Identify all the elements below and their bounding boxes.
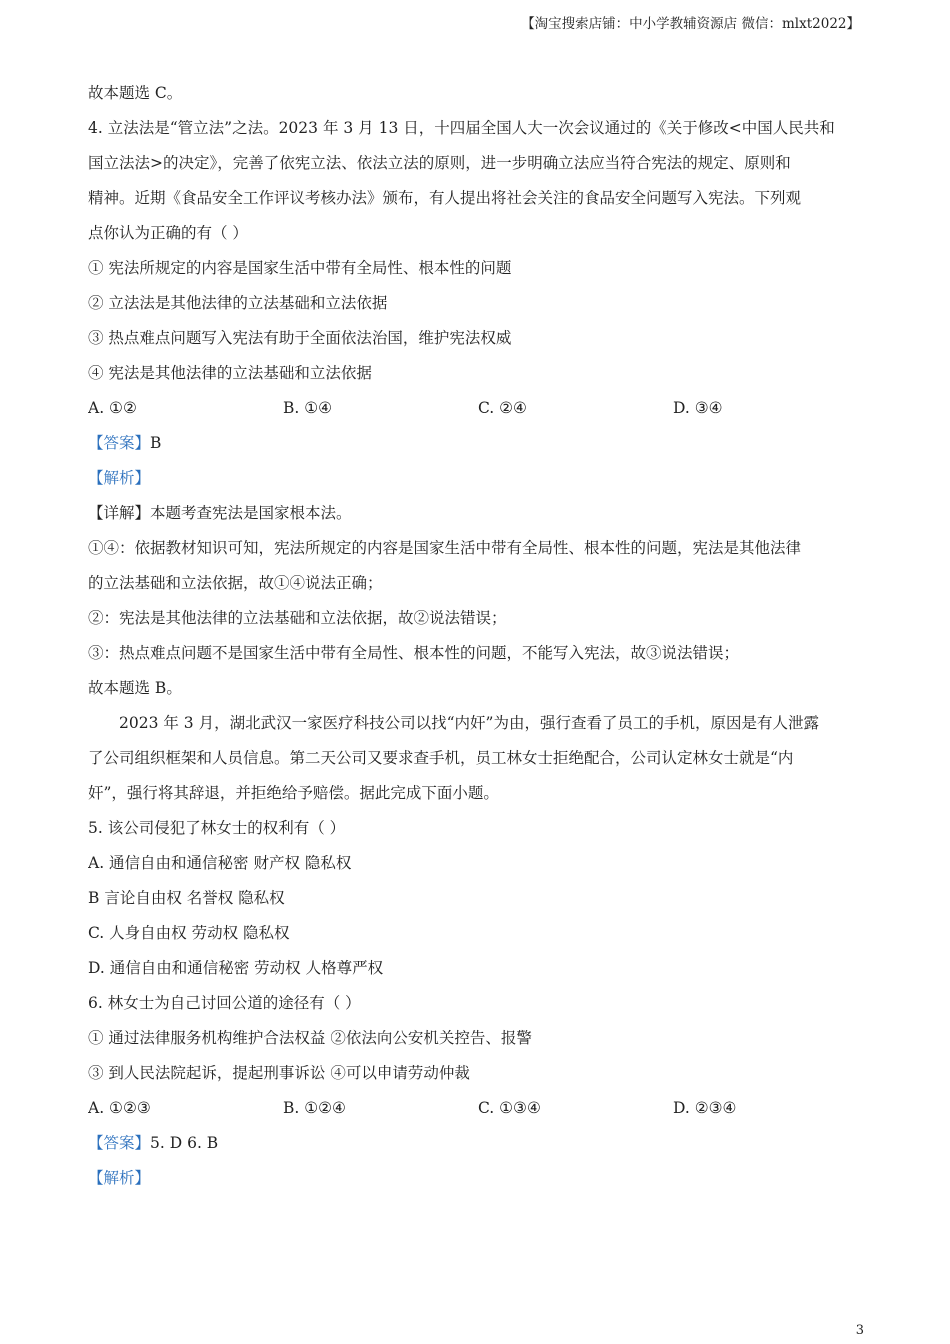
detail-text: 本题考查宪法是国家根本法。 (150, 504, 352, 522)
q4-stem-line-2: 国立法法>的决定》，完善了依宪立法、依法立法的原则，进一步明确立法应当符合宪法的规定、原则和 (88, 154, 791, 172)
q4-statement-3: ③ 热点难点问题写入宪法有助于全面依法治国，维护宪法权威 (88, 329, 512, 347)
q5-6-analysis (88, 1161, 868, 1196)
q5-option-a: A. 通信自由和通信秘密 财产权 隐私权 (88, 854, 352, 872)
q4-option-c: C. ②④ (478, 399, 527, 417)
q5-option-d: D. 通信自由和通信秘密 劳动权 人格尊严权 (88, 959, 384, 977)
q4-explanation-1-line-2: 的立法基础和立法依据，故①④说法正确； (88, 574, 383, 592)
q6-options (88, 1091, 868, 1126)
q5-stem: 5. 该公司侵犯了林女士的权利有（ ） (88, 819, 346, 837)
q4-explanation-2: ②：宪法是其他法律的立法基础和立法依据，故②说法错误； (88, 609, 507, 627)
answer-label: 【答案】 (88, 434, 151, 452)
q4-option-d: D. ③④ (673, 399, 723, 417)
q4-options (88, 391, 868, 426)
q4-statement-1: ① 宪法所规定的内容是国家生活中带有全局性、根本性的问题 (88, 259, 512, 277)
prev-conclusion: 故本题选 C。 (88, 84, 183, 102)
q4-answer (88, 426, 868, 461)
analysis-label: 【解析】 (88, 469, 151, 487)
material-line-3: 奸”，强行将其辞退，并拒绝给予赔偿。据此完成下面小题。 (88, 784, 499, 802)
material-line-1: 2023 年 3 月，湖北武汉一家医疗科技公司以找“内奸”为由，强行查看了员工的手机，原因是有人泄露 (119, 714, 819, 732)
q6-option-b: B. ①②④ (283, 1099, 346, 1117)
q4-analysis (88, 461, 868, 496)
q6-statements-line-1: ① 通过法律服务机构维护合法权益 ②依法向公安机关控告、报警 (88, 1029, 532, 1047)
q5-option-b: B 言论自由权 名誉权 隐私权 (88, 889, 285, 907)
q5-option-c: C. 人身自由权 劳动权 隐私权 (88, 924, 290, 942)
q4-stem-line-4: 点你认为正确的有（ ） (88, 224, 248, 242)
answer-label: 【答案】 (88, 1134, 151, 1152)
q6-statements-line-2: ③ 到人民法院起诉，提起刑事诉讼 ④可以申请劳动仲裁 (88, 1064, 470, 1082)
q4-statement-4: ④ 宪法是其他法律的立法基础和立法依据 (88, 364, 372, 382)
q4-stem-line-1: 4. 立法法是“管立法”之法。2023 年 3 月 13 日，十四届全国人大一次会议通过的《关于修改<中国人民共和 (88, 119, 835, 137)
q4-detail (88, 496, 868, 531)
analysis-label: 【解析】 (88, 1169, 151, 1187)
answer-value: B (150, 434, 162, 452)
q5-6-answer (88, 1126, 868, 1161)
q4-stem-line-3: 精神。近期《食品安全工作评议考核办法》颁布，有人提出将社会关注的食品安全问题写入宪法。下列观 (88, 189, 802, 207)
page-number: 3 (855, 1323, 864, 1338)
q4-conclusion: 故本题选 B。 (88, 679, 182, 697)
detail-label: 【详解】 (88, 504, 151, 522)
q6-option-c: C. ①③④ (478, 1099, 541, 1117)
q6-option-a: A. ①②③ (88, 1099, 151, 1117)
q4-option-b: B. ①④ (283, 399, 333, 417)
material-line-2: 了公司组织框架和人员信息。第二天公司又要求查手机，员工林女士拒绝配合，公司认定林女士就是“内 (88, 749, 794, 767)
q4-explanation-3: ③：热点难点问题不是国家生活中带有全局性、根本性的问题，不能写入宪法，故③说法错误； (88, 644, 740, 662)
page-header: 【淘宝搜索店铺：中小学教辅资源店 微信：mlxt2022】 (521, 16, 860, 32)
q4-option-a: A. ①② (88, 399, 137, 417)
answer-value: 5. D 6. B (150, 1134, 219, 1152)
q4-statement-2: ② 立法法是其他法律的立法基础和立法依据 (88, 294, 388, 312)
document-body (88, 76, 868, 1196)
q6-stem: 6. 林女士为自己讨回公道的途径有（ ） (88, 994, 361, 1012)
q4-explanation-1-line-1: ①④：依据教材知识可知，宪法所规定的内容是国家生活中带有全局性、根本性的问题，宪法是其他法律 (88, 539, 802, 557)
q6-option-d: D. ②③④ (673, 1099, 737, 1117)
